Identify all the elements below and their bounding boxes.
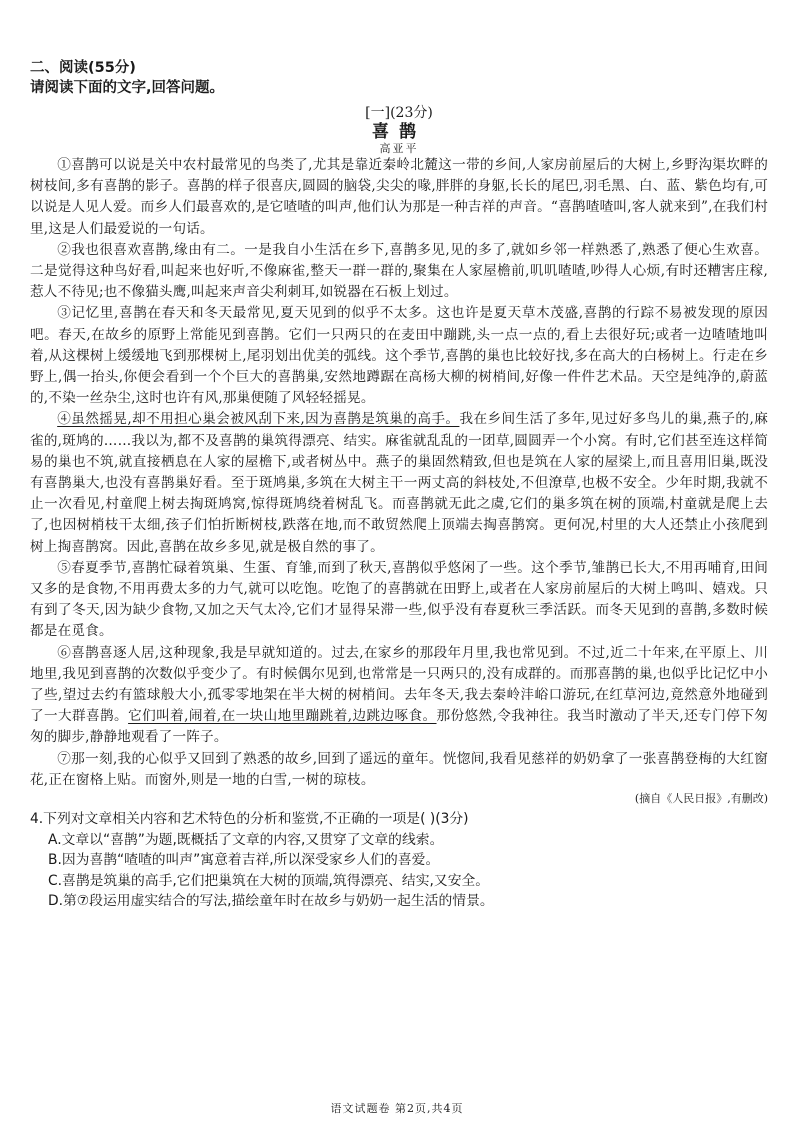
paragraph-6	[30, 643, 768, 749]
question-4-stem: 4.下列对文章相关内容和艺术特色的分析和鉴赏,不正确的一项是( )(3分)	[30, 811, 469, 828]
passage-source: (摘自《人民日报》,有删改)	[634, 792, 768, 806]
passage-title: 喜鹊	[372, 122, 426, 142]
paragraph-2: ②我也很喜欢喜鹊,缘由有二。一是我自小生活在乡下,喜鹊多见,见的多了,就如乡邻一样熟悉了,熟悉了便心生欢喜。二是觉得这种鸟好看,叫起来也好听,不像麻雀,整天一群一群的,聚集在人家屋檐前,叽叽喳喳,吵得人心烦,有时还糟害庄稼,惹人不待见;也不像猫头鹰,叫起来声音尖利刺耳,如锐器在石板上划过。	[30, 241, 768, 301]
underlined-sentence-1: ④虽然摇晃,却不用担心巢会被风刮下来,因为喜鹊是筑巢的高手。	[57, 411, 460, 428]
passage-number: [一](23分)	[365, 105, 433, 121]
paragraph-3: ③记忆里,喜鹊在春天和冬天最常见,夏天见到的似乎不太多。这也许是夏天草木茂盛,喜鹊的行踪不易被发现的原因吧。春天,在故乡的原野上常能见到喜鹊。它们一只两只的在麦田中蹦跳,头一点一点的,看上去很好玩;或者一边喳喳地叫着,从这棵树上缓缓地飞到那棵树上,尾羽划出优美的弧线。这个季节,喜鹊的巢也比较好找,多在高大的白杨树上。行走在乡野上,偶一抬头,你便会看到一个个巨大的喜鹊巢,安然地蹲踞在高杨大柳的树梢间,好像一件件艺术品。天空是纯净的,蔚蓝的,不染一丝杂尘,这时也许有风,那巢便随了风轻轻摇晃。	[30, 305, 768, 407]
paragraph-5: ⑤春夏季节,喜鹊忙碌着筑巢、生蛋、育雏,而到了秋天,喜鹊似乎悠闲了一些。这个季节,雏鹊已长大,不用再哺育,田间又多的是食物,不用再费太多的力气,就可以吃饱。吃饱了的喜鹊就在田野上,或者在人家房前屋后的大树上鸣叫、嬉戏。只有到了冬天,因为缺少食物,又加之天气太冷,它们才显得呆滞一些,似乎没有春夏秋三季活跃。而冬天见到的喜鹊,多数时候都是在觅食。	[30, 559, 768, 640]
question-4-option-d[interactable]: D.第⑦段运用虚实结合的写法,描绘童年时在故乡与奶奶一起生活的情景。	[48, 893, 494, 910]
paragraph-1: ①喜鹊可以说是关中农村最常见的鸟类了,尤其是靠近秦岭北麓这一带的乡间,人家房前屋后的大树上,乡野沟渠坎畔的树枝间,多有喜鹊的影子。喜鹊的样子很喜庆,圆圆的脑袋,尖尖的喙,胖胖的身躯,长长的尾巴,羽毛黑、白、蓝、紫色均有,可以说是人见人爱。而乡人们最喜欢的,是它喳喳的叫声,他们认为那是一种吉祥的声音。“喜鹊喳喳叫,客人就来到”,在我们村里,这是人们最爱说的一句话。	[30, 157, 768, 237]
question-4-option-b[interactable]: B.因为喜鹊“喳喳的叫声”寓意着吉祥,所以深受家乡人们的喜爱。	[48, 852, 440, 869]
passage-author: 高亚平	[379, 142, 419, 155]
section-heading: 二、阅读(55分)	[30, 60, 136, 76]
paragraph-4	[30, 409, 768, 557]
paragraph-4-rest: 我在乡间生活了多年,见过好多鸟儿的巢,燕子的,麻雀的,斑鸠的……我以为,都不及喜鹊的巢筑得漂亮、结实。麻雀就乱乱的一团草,圆圆弄一个小窝。有时,它们甚至连这样简易的巢也不筑,就直接栖息在人家的屋檐下,或者树丛中。燕子的巢固然精致,但也是筑在人家的屋梁上,而且喜用旧巢,既没有喜鹊巢大,也没有喜鹊巢好看。至于斑鸠巢,多筑在大树主干一两丈高的斜枝处,不但潦草,也极不安全。少年时期,我就不止一次看见,村童爬上树去掏斑鸠窝,惊得斑鸠绕着树乱飞。而喜鹊就无此之虞,它们的巢多筑在树的顶端,村童就是爬上去了,也因树梢枝干太细,孩子们怕折断树枝,跌落在地,而不敢贸然爬上顶端去掏喜鹊窝。更何况,村里的大人还禁止小孩爬到树上掏喜鹊窝。因此,喜鹊在故乡多见,就是极自然的事了。	[30, 411, 768, 555]
exam-page	[30, 58, 768, 912]
paragraph-6-after: 那份悠然,令我神往。我当时激动了半天,还专门停下匆匆的脚步,静静地观看了一阵子。	[30, 708, 769, 746]
page-footer: 语文试题卷 第2页,共4页	[330, 1102, 464, 1115]
paragraph-7: ⑦那一刻,我的心似乎又回到了熟悉的故乡,回到了遥远的童年。恍惚间,我看见慈祥的奶奶拿了一张喜鹊登梅的大红窗花,正在窗格上贴。而窗外,则是一地的白雪,一树的琼枝。	[30, 750, 768, 788]
paragraph-6-before: ⑥喜鹊喜逐人居,这种现象,我是早就知道的。过去,在家乡的那段年月里,我也常见到。不过,近二十年来,在平原上、川地里,我见到喜鹊的次数似乎变少了。有时候偶尔见到,也常常是一只两只的,没有成群的。而那喜鹊的巢,也似乎比记忆中小了些,望过去约有篮球般大小,孤零零地架在半大树的树梢间。去年冬天,我去秦岭沣峪口游玩,在红草河边,竟然意外地碰到了一大群喜鹊。	[30, 644, 768, 725]
section-instruction: 请阅读下面的文字,回答问题。	[30, 80, 225, 96]
question-4-option-c[interactable]: C.喜鹊是筑巢的高手,它们把巢筑在大树的顶端,筑得漂亮、结实,又安全。	[48, 872, 490, 889]
underlined-sentence-2: 它们叫着,闹着,在一块山地里蹦跳着,边跳边啄食。	[128, 708, 437, 725]
question-4-option-a[interactable]: A.文章以“喜鹊”为题,既概括了文章的内容,又贯穿了文章的线索。	[48, 831, 444, 848]
